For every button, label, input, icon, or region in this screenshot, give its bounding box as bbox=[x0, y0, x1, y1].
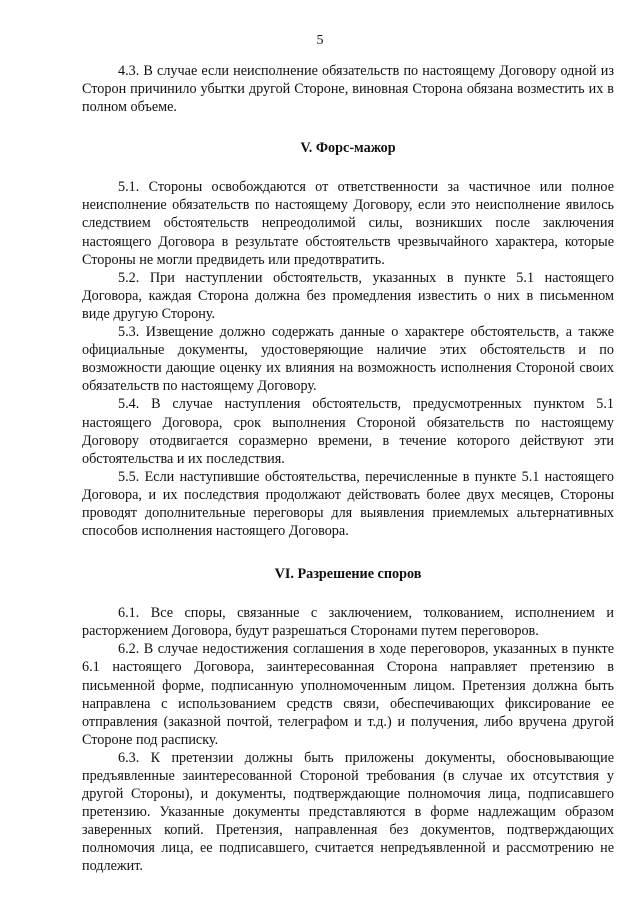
paragraph-6-1: 6.1. Все споры, связанные с заключением, толкованием, исполнением и расторжением Договора, будут разрешаться Сторонами путем переговоров. bbox=[82, 605, 614, 640]
paragraph-4-3: 4.3. В случае если неисполнение обязательств по настоящему Договору одной из Сторон причинило убытки другой Стороне, виновная Сторона обязана возместить их в полном объеме. bbox=[82, 63, 614, 116]
section-5-title: V. Форс-мажор bbox=[300, 140, 396, 157]
paragraph-6-3: 6.3. К претензии должны быть приложены документы, обосновывающие предъявленные заинтересованной Стороной требования (в случае их отсутствия у другой Стороны), и документы, подтверждающие полномочия лица, подписавшего претензию. Указанные документы представляются в форме надлежащим образом заверенных копий. Претензия, направленная без документов, подтверждающих полномочия лица, ее подписавшего, считается непредъявленной и рассмотрению не подлежит. bbox=[82, 749, 614, 875]
page-number: 5 bbox=[316, 33, 324, 48]
paragraph-5-2: 5.2. При наступлении обстоятельств, указанных в пункте 5.1 настоящего Договора, каждая Сторона должна без промедления известить о них в письменном виде другую Сторону. bbox=[82, 269, 614, 322]
paragraph-5-5: 5.5. Если наступившие обстоятельства, перечисленные в пункте 5.1 настоящего Договора, и их последствия продолжают действовать более двух месяцев, Стороны проводят дополнительные переговоры для выявления приемлемых альтернативных способов исполнения настоящего Договора. bbox=[82, 468, 614, 540]
section-6-title: VI. Разрешение споров bbox=[274, 566, 422, 583]
paragraph-6-2: 6.2. В случае недостижения соглашения в ходе переговоров, указанных в пункте 6.1 настоящего Договора, заинтересованная Сторона направляет претензию в письменной форме, подписанную уполномоченным лицом. Претензия должна быть направлена с использованием средств связи, обеспечивающих фиксирование ее отправления (заказной почтой, телеграфом и т.д.) и получения, либо вручена другой Стороне под расписку. bbox=[82, 641, 614, 748]
paragraph-5-4: 5.4. В случае наступления обстоятельств, предусмотренных пунктом 5.1 настоящего Договора, срок выполнения Стороной обязательств по настоящему Договору отодвигается соразмерно времени, в течение которого действуют эти обстоятельства и их последствия. bbox=[82, 396, 614, 467]
document-body bbox=[82, 62, 614, 876]
paragraph-5-3: 5.3. Извещение должно содержать данные о характере обстоятельств, а также официальные документы, удостоверяющие наличие этих обстоятельств и по возможности дающие оценку их влияния на возможность исполнения Стороной своих обязательств по настоящему Договору. bbox=[82, 324, 614, 395]
paragraph-5-1: 5.1. Стороны освобождаются от ответственности за частичное или полное неисполнение обязательств по настоящему Договору, если это неисполнение явилось следствием обстоятельств непреодолимой силы, возникших после заключения настоящего Договора в результате обстоятельств чрезвычайного характера, которые Стороны не могли предвидеть или предотвратить. bbox=[82, 179, 614, 268]
